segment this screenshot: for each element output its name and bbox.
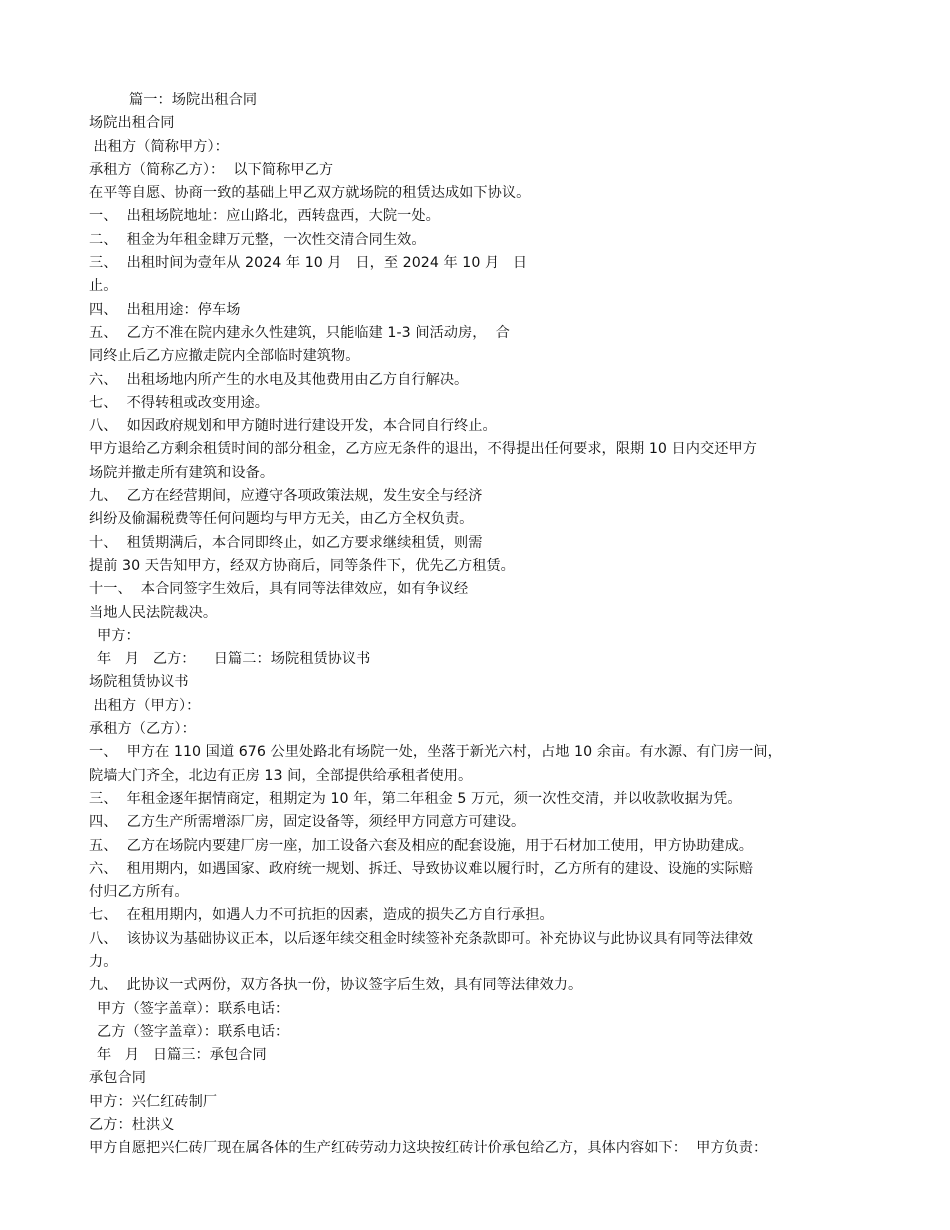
document-line: 篇一：场院出租合同 (129, 92, 258, 108)
document-line: 甲方：兴仁红砖制厂 (89, 1093, 218, 1110)
document-line: 场院租赁协议书 (89, 674, 189, 691)
document-line: 四、 出租用途：停车场 (89, 301, 241, 318)
document-line: 甲方（签字盖章）：联系电话： (97, 1000, 290, 1017)
document-line: 出租方（甲方）： (89, 697, 201, 714)
document-line: 场院出租合同 (89, 115, 175, 132)
document-line: 三、 出租时间为壹年从 2024 年 10 月 日，至 2024 年 10 月 日 (89, 255, 528, 272)
document-line: 三、 年租金逐年据情商定，租期定为 10 年，第二年租金 5 万元，须一次性交清，并以收款收据为凭。 (89, 790, 742, 807)
document-line: 年 月 乙方： 日篇二：场院租赁协议书 (97, 651, 371, 668)
document-body (0, 89, 950, 1161)
document-line: 年 月 日篇三：承包合同 (97, 1047, 267, 1064)
document-line: 承包合同 (89, 1070, 146, 1087)
document-line: 院墙大门齐全，北边有正房 13 间，全部提供给承租者使用。 (89, 767, 473, 784)
document-line: 八、 该协议为基础协议正本，以后逐年续交租金时续签补充条款即可。补充协议与此协议具有同等法律效 (89, 930, 754, 947)
document-line: 一、 出租场院地址：应山路北，西转盘西，大院一处。 (89, 208, 440, 225)
document-line: 七、 在租用期内，如遇人力不可抗拒的因素，造成的损失乙方自行承担。 (89, 907, 554, 924)
document-line: 止。 (89, 278, 118, 295)
document-line: 一、 甲方在 110 国道 676 公里处路北有场院一处，坐落于新光六村，占地 10 余亩。有水源、有门房一间， (89, 744, 782, 761)
document-line: 八、 如因政府规划和甲方随时进行建设开发，本合同自行终止。 (89, 418, 497, 435)
document-line: 五、 乙方不准在院内建永久性建筑，只能临建 1-3 间活动房， 合 (89, 324, 510, 341)
document-line: 当地人民法院裁决。 (89, 604, 218, 621)
document-line: 承租方（简称乙方）： 以下简称甲乙方 (89, 161, 334, 178)
document-line: 纠纷及偷漏税费等任何问题均与甲方无关，由乙方全权负责。 (89, 511, 474, 528)
document-line: 六、 租用期内，如遇国家、政府统一规划、拆迁、导致协议难以履行时，乙方所有的建设、设施的实际赔 (89, 860, 754, 877)
document-line: 六、 出租场地内所产生的水电及其他费用由乙方自行解决。 (89, 371, 469, 388)
document-line: 二、 租金为年租金肆万元整，一次性交清合同生效。 (89, 231, 426, 248)
document-line: 甲方自愿把兴仁砖厂现在属各体的生产红砖劳动力这块按红砖计价承包给乙方，具体内容如下： 甲方负责： (89, 1140, 768, 1157)
document-line: 提前 30 天告知甲方，经双方协商后，同等条件下，优先乙方租赁。 (89, 557, 515, 574)
document-line: 七、 不得转租或改变用途。 (89, 394, 269, 411)
document-line: 十、 租赁期满后，本合同即终止，如乙方要求继续租赁，则需 (89, 534, 483, 551)
document-line: 甲方退给乙方剩余租赁时间的部分租金，乙方应无条件的退出，不得提出任何要求，限期 10 日内交还甲方 (89, 441, 757, 458)
document-line: 乙方：杜洪义 (89, 1117, 175, 1134)
document-line: 十一、 本合同签字生效后，具有同等法律效应，如有争议经 (89, 581, 469, 598)
document-line: 九、 乙方在经营期间，应遵守各项政策法规，发生安全与经济 (89, 488, 483, 505)
document-line: 四、 乙方生产所需增添厂房，固定设备等，须经甲方同意方可建设。 (89, 814, 526, 831)
document-line: 场院并撤走所有建筑和设备。 (89, 464, 275, 481)
document-line: 乙方（签字盖章）：联系电话： (97, 1023, 290, 1040)
document-line: 五、 乙方在场院内要建厂房一座，加工设备六套及相应的配套设施，用于石材加工使用，甲方协助建成。 (89, 837, 754, 854)
document-line: 承租方（乙方）： (89, 721, 196, 738)
document-line: 付归乙方所有。 (89, 884, 189, 901)
document-line: 九、 此协议一式两份，双方各执一份，协议签字后生效，具有同等法律效力。 (89, 977, 583, 994)
document-line: 出租方（简称甲方）： (89, 138, 229, 155)
document-line: 在平等自愿、协商一致的基础上甲乙双方就场院的租赁达成如下协议。 (89, 185, 531, 202)
document-line: 力。 (89, 953, 118, 970)
document-line: 同终止后乙方应撤走院内全部临时建筑物。 (89, 348, 360, 365)
document-line: 甲方： (97, 627, 140, 644)
